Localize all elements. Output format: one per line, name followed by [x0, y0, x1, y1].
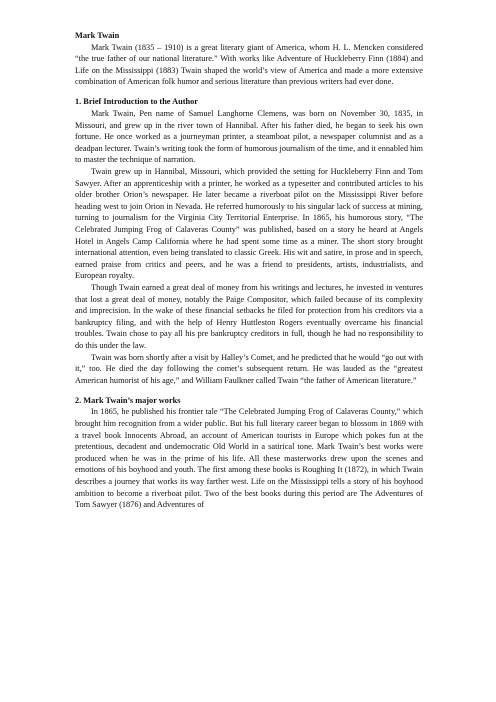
paragraph: In 1865, he published his frontier tale “The Celebrated Jumping Frog of Calaveras County,” which brought him recognition from a wider public. But his full literary career began to blossom in 1869 with a travel book Innocents Abroad, an account of American tourists in Europe which pokes fun at the pretentious, decadent and undemocratic Old World in a satirical tone. Mark Twain’s best works were produced when he was in the prime of his life. All these masterworks drew upon the scenes and emotions of his boyhood and youth. The first among these books is Roughing It (1872), in which Twain describes a journey that works its way farther west. Life on the Mississippi tells a story of his boyhood ambition to become a riverboat pilot. Two of the best books during this period are The Adventures of Tom Sawyer (1876) and Adventures of	[75, 407, 423, 510]
section-heading-major-works: 2. Mark Twain’s major works	[75, 395, 181, 405]
intro-paragraph: Mark Twain (1835 – 1910) is a great literary giant of America, whom H. L. Mencken considered “the true father of our national literature.” With works like Adventure of Huckleberry Finn (1884) and Life on the Mississippi (1883) Twain shaped the world’s view of America and made a more extensive combination of American folk humor and serious literature than previous writers had ever done.	[75, 42, 423, 87]
section-heading-introduction: 1. Brief Introduction to the Author	[75, 97, 198, 107]
paragraph: Twain was born shortly after a visit by Halley’s Comet, and he predicted that he would “go out with it,” too. He died the day following the comet’s subsequent return. He was lauded as the “greatest American humorist of his age,” and William Faulkner called Twain “the father of American literature.”	[75, 352, 423, 385]
paragraph: Though Twain earned a great deal of money from his writings and lectures, he invested in ventures that lost a great deal of money, notably the Paige Compositor, which failed because of its complexity and imprecision. In the wake of these financial setbacks he filed for protection from his creditors via a bankruptcy filing, and with the help of Henry Huttleston Rogers eventually overcame his financial troubles. Twain chose to pay all his pre bankruptcy creditors in full, though he had no responsibility to do this under the law.	[75, 282, 423, 350]
document-page	[75, 30, 423, 511]
paragraph: Twain grew up in Hannibal, Missouri, which provided the setting for Huckleberry Finn and Tom Sawyer. After an apprenticeship with a printer, he worked as a typesetter and contributed articles to his older brother Orion’s newspaper. He later became a riverboat pilot on the Mississippi River before heading west to join Orion in Nevada. He referred humorously to his singular lack of success at mining, turning to journalism for the Virginia City Territorial Enterprise. In 1865, his humorous story, “The Celebrated Jumping Frog of Calaveras County” was published, based on a story he heard at Angels Hotel in Angels Camp California where he had spent some time as a miner. The short story brought international attention, even being translated to classic Greek. His wit and satire, in prose and in speech, earned praise from critics and peers, and he was a friend to presidents, artists, industrialists, and European royalty.	[75, 167, 423, 281]
document-title: Mark Twain	[75, 31, 120, 40]
paragraph: Mark Twain, Pen name of Samuel Langhorne Clemens, was born on November 30, 1835, in Missouri, and grew up in the river town of Hannibal. After his father died, he began to seek his own fortune. He once worked as a journeyman printer, a steamboat pilot, a newspaper columnist and as a deadpan lecturer. Twain’s writing took the form of humorous journalism of the time, and it ennabled him to master the technique of narration.	[75, 109, 423, 165]
